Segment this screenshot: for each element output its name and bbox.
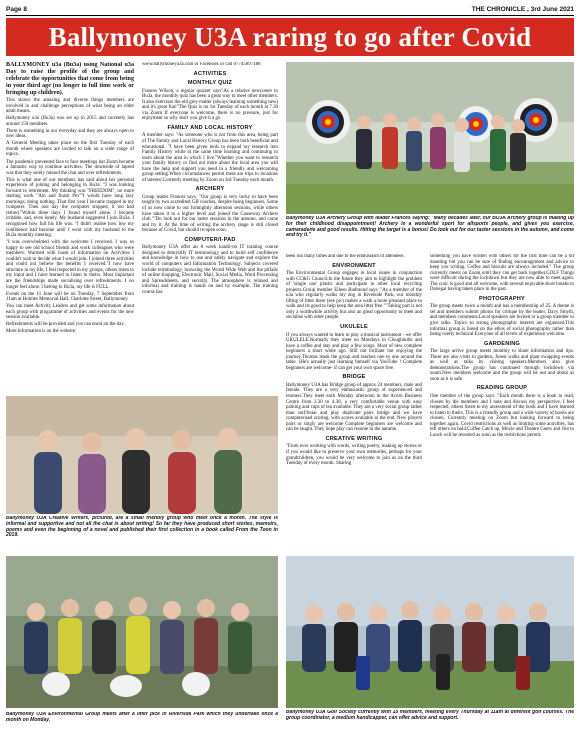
section-text-creative-writing: "From ever working with words, writing poetry, making up stories or if you would like to preserve your own memories, perhaps for your grandchildren, you would be very welcome to join us on the third Tuesday of every month. Sharing <box>286 444 422 467</box>
column-intro: something you have written with others for the first time can be a bit daunting but you can be sure of finding encouragement and advice to keep you writing. Coffee and biscuits are always included." The group currently meets on Zoom until they can get back together.GOLF Things were difficult during the lockdown but they are now able to meet again. The craic is good and all welcome, with several enjoyable short breaks to Donegal having taken place in the past. <box>430 254 574 293</box>
section-text-photography: The group meets twice a month and has a membership of 25. A theme is set and members submit photos for critique by the leader, Davy Smyth, and members comments.Local speakers are invited or a group member to give talks. Topics so strong photographic interest are organised.This informal group is based on the ethos of social photography rather than being overly technical.Everyone of all levels of experience welcome. <box>430 304 574 338</box>
article-paragraph: A General Meeting takes place on the first Tuesday of each month where speakers are invited to talk on a wide range of topics. <box>6 141 134 158</box>
section-text-archery: Group leader Frances says: "Our group is very lucky to have been taught by two accredited GB coaches, despite being beginners. Some of us now come to our fortnightly afternoon sessions, while others have taken it to a higher level and joined the Causeway Archers club.""Do look out for our taster sessions in the autumn, and come and try it. At the time of writing the archery range is still closed because of Covid, but should re-open soon. <box>142 194 278 234</box>
article-paragraph: Events on the 11 June will be on Tuesday, 7 September from 11am at Holmes Memorial Hall, Charlotte Street, Ballymoney. <box>6 291 134 303</box>
article-paragraph: "I was overwhelmed with the welcome I received. I was so happy to see old school friends and work colleagues who were members. Warmed with loads of information on Activities I couldn't wait to decide what I would join. I joined three activities and could not believe the benefits I received."I now have structure in my life, I feel respected in my groups, others listen to my input and I have learned to listen to theirs. Most important are the friendships made socialising over refreshments. I no longer feel alone. I belong to Bu3a, my life is FULL. <box>6 240 134 290</box>
article-paragraph: More information is on the website: <box>6 329 77 335</box>
headline-banner <box>6 18 574 56</box>
section-text-quiz: Frances Wilson, a regular quizzer says"As a relative newcomer to Bu3a, the monthly quiz has been a great way to meet other members. It also exercises the old grey matter (always learning something new) and it's great fun!"The Quiz is on 1st Tuesday of each month at 7.30 via Zoom If everyone is welcome, there is no pressure, just for enjoyment so why don't you give it a go <box>142 88 278 122</box>
archery-caption: Ballymoney U3A Archery Group with leader Frances saying: "Many decades later, our BU3A Archery group is making up for their childhood disappointment! Archery is a wonderful sport for allsports people, and gives you exercise, camaraderie and good results. Hitting the target is a bonus! Do look out for our taster sessions in the autumn, and come and try it." <box>286 216 574 239</box>
environment-caption: Ballymoney U3A Environmental Group meets after a litter pick in Riverside Park which they undertake once a month on Monday. <box>6 712 278 723</box>
archery-target <box>306 100 350 144</box>
website-line: www.ballymoneyu3a.com or Facebook or call 07745897188 <box>142 62 261 67</box>
section-heading-history: FAMILY AND LOCAL HISTORY <box>167 124 253 131</box>
section-text-history: A member says: "As someone who is not from this area, being part of The Family and Local History Group has been both beneficial and educational. "I have been given tools to expand my research into Family History while at the same time learning and continuing to learn about the area in which I live."Whether you want to research your family history or find out more about the local area you will have the help and support you need in a friendly and welcoming group setting.When circumstances permit there are trips to locations of interest.Currently meeting by Zoom on 3rd Tuesday each month. <box>142 133 278 183</box>
section-text-gardening: The large active group meets monthly to share information and tips. There are also visits to gardens, forest walks and plant swapping events as well as talks by visiting speakers.Members also give demonstrations.The group has continued through lockdown via zoom.New members welcome and the group will be out and about as soon as it is safe. <box>430 349 574 382</box>
article-paragraph: You can meet Activity Leaders and get some information about each group with programme of activities and events for the new session available. <box>6 304 134 321</box>
article-paragraph: Refreshments will be provided and you can enrol on the day. <box>6 322 125 328</box>
section-heading-photography: PHOTOGRAPHY <box>479 295 525 302</box>
article-paragraph: There is something in our everyday and they are always open to new ideas. <box>6 128 134 140</box>
section-heading-quiz: MONTHLY QUIZ <box>187 80 233 87</box>
section-text-computer: Ballymoney U3A offer an 8 week hands-on IT training course designed to demystify IT terminology and to build self confidence and knowledge in how to use and safely navigate and explore the world of computers and Information Technology. Subjects covered include terminology, browsing the World Wide Web and the pitfalls of online shopping, Electronic Mail, Social Media, Word Processing and Spreadsheets, and security. The atmosphere is relaxed and informal and training is hands on and by example. The training course has <box>142 245 278 295</box>
section-heading-computer: COMPUTER/I-PAD <box>184 236 236 243</box>
section-text-reading: One member of the group says: "Each month there is a book to read, chosen by the members and I note and discuss my perspective. I feel respected, others listen to my assessment of the book and I have learned to listen to theirs. This is a friendly group and a wide variety of books are chosen. Currently meeting on Zoom but looking forward to being together again. Covid restrictions as well as limiting some activities, has left others on hold.Coffee Catch up, Movie and Theatre Goers and Out to Lunch will be resumed as soon as the restrictions permit. <box>430 394 574 438</box>
page-number: Page 8 <box>6 6 27 13</box>
article-paragraph: This is what one of our members has said about her personal experience of joining and belonging to Bu3a: "I was looking forward to retirement. My thinking was "FREEDOM", no more starting work "Am and finish Pm""I would have long lazy mornings, doing nothing. That first year I became trapped in my computer. Then one day the computer stopped, it too had retired."Within three days I found myself alone. I became irritable, sad, even lonely. My husband suggested I join Bu3a. I recognised how full his life was. "I didn't realise how low my confidence had become until I went with my husband to the Bu3a monthly meeting. <box>6 177 134 239</box>
golf-society-photo <box>286 556 574 708</box>
creative-writers-caption: Ballymoney U3A Creative Writers, pictured, are a small friendly group who meet once a month. The style is informal and supportive and not all the chat is about writing! So far they have produced short stories, memoirs, poems and even the beginning of a novel and published their first collection in a book called From the Toon in 2019. <box>6 516 278 539</box>
section-heading-activities: ACTIVITIES <box>193 70 227 77</box>
section-heading-reading: READING GROUP <box>476 385 528 392</box>
article-paragraph: Ballymoney u3a (Bu3a) was set up in 2015 and currently has around 150 members. <box>6 116 134 127</box>
publication-date: THE CHRONICLE , 3rd June 2021 <box>471 6 574 13</box>
section-text-bridge: Ballymoney U3A has Bridge group of approx 24 members, male and female. They are a very enthusiastic group of experienced and learners.They meet each Monday afternoon in the Acorn Business Centre from 2.30 to 4.30, a very comfortable venue with easy parking and cups of tea available. They are a very social group rather than surf/braai and play duplicate pairs bridge and we have computerised scoring, with scores available at the end. New players pairs or singly are welcome Complete beginners are welcome and can be taught. They hope play can resume in the autumn. <box>286 382 422 433</box>
article-paragraph: The pandemic prevented face to face meetings but Zoom became a fantastic way to continue activities. The downside of lapsed was that they sorely missed the chat and over refreshments. <box>6 159 134 176</box>
section-heading-bridge: BRIDGE <box>342 374 366 381</box>
section-heading-gardening: GARDENING <box>484 340 520 347</box>
golf-caption: Ballymoney U3A Golf Society currently with 15 members, meeting every Thursday at 11am at different golf courses. The group coordinator, a medium handicapper, can offer advice and support. <box>286 710 574 721</box>
section-text-ukulele: If you always wanted to learn to play a musical instrument - we offer UKULELE.Normally they meet on Mondays in Cloughmills and have a coffee and stay and play a few songs. Most of new complete beginners a short while ago. Still not brilliant but enjoying the journey.Thomas leads the group and teaches one to one around the table. (He's actually just learning himself via YouTube ! Complete beginners are welcome- if can get your own space free. <box>286 332 422 371</box>
article-lead: BALLYMONEY u3a (Bu3a) using National u3a Day to raise the profile of the group and celebrate the opportunities that come from being in your third age (no longer in full time work or bringing up children). <box>6 62 134 96</box>
article-paragraph: This shows the amazing and diverse things members are involved in and challenge perceptions of what being an older adult means. <box>6 98 134 115</box>
archery-photo <box>286 62 574 214</box>
environment-group-photo <box>6 556 278 708</box>
creative-writers-photo <box>6 396 278 514</box>
section-text-environment: The Environmental Group engages in local issues in conjunction with CC&G Council.In the future they aim to highlight the problem of 'single use' plastic and participate in other local recycling projects.Group member Eileen Rudmond says: "As a member of the u3a who regularly walks my dog in Riverside Park, our monthly lifting of litter there (see pic) makes a walk a more pleasant place to walk and its good to help keep the area litter free.""Taking part is not only a worthwhile activity but also an great opportunity to meet and socialise with other people. <box>286 271 422 321</box>
article-column-4 <box>430 254 574 554</box>
page-header <box>6 4 574 16</box>
section-heading-ukulele: UKULELE <box>340 324 368 331</box>
section-heading-environment: ENVIRONMENT <box>332 262 376 269</box>
article-column-3 <box>286 254 422 554</box>
section-heading-creative-writing: CREATIVE WRITING <box>325 435 383 442</box>
section-heading-archery: ARCHERY <box>195 186 225 193</box>
column-intro: been run many times and due to the enthusiasm of attendees <box>286 254 404 259</box>
headline: Ballymoney U3A raring to go after Covid <box>48 21 532 52</box>
